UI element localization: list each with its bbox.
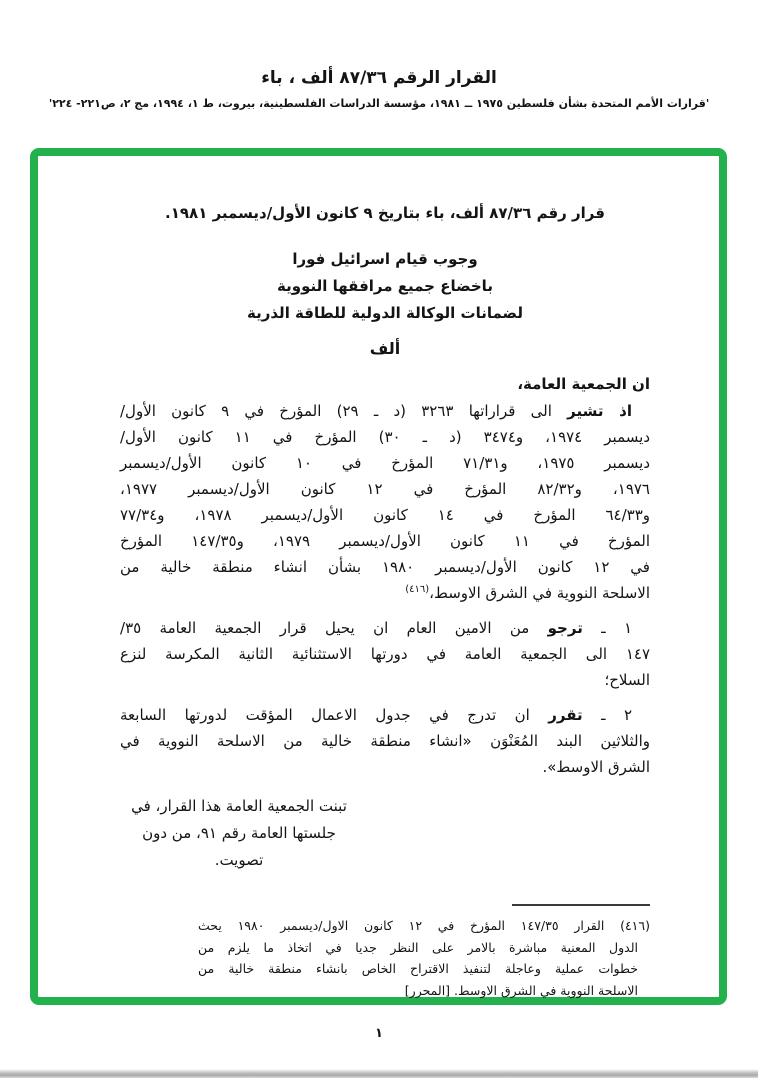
- section-letter: ألف: [369, 339, 401, 358]
- text-line: ٢ ـ تقرر ان تدرج في جدول الاعمال المؤقت لدورتها السابعة: [120, 706, 632, 724]
- text-line: السلاح؛: [604, 671, 650, 689]
- text-line: خطوات عملية وعاجلة لتنفيذ الاقتراح الخاص بانشاء منطقة خالية من: [198, 961, 638, 976]
- text-line: ١٤٧ الى الجمعية العامة في دورتها الاستثنائية الثانية المكرسة لنزع: [120, 645, 650, 663]
- preamble-last-text: الاسلحة النووية في الشرق الاوسط،: [429, 584, 650, 602]
- operative-paragraph-2: [120, 702, 650, 780]
- text-line: لضمانات الوكالة الدولية للطاقة الذرية: [247, 304, 523, 322]
- text-line: وجوب قيام اسرائيل فورا: [292, 250, 478, 268]
- text-line: و٦٤/٣٣ المؤرخ في ١٤ كانون الأول/ديسمبر ١٩٧٨، و٧٧/٣٤: [120, 506, 650, 524]
- text-line: ١٩٧٦، و٨٢/٣٢ المؤرخ في ١٢ كانون الأول/ديسمبر ١٩٧٧،: [120, 480, 650, 498]
- text-line: ديسمبر ١٩٧٤، و٣٤٧٤ (د ـ ٣٠) المؤرخ في ١١ كانون الأول/: [120, 428, 650, 446]
- text-line: تصويت.: [214, 851, 264, 869]
- text-line: والثلاثين البند المُعَنْوَن «انشاء منطقة خالية من الاسلحة النووية في: [120, 732, 650, 750]
- operative-paragraph-1: [120, 615, 650, 693]
- preamble-paragraph: [120, 398, 650, 580]
- footnote-text: [198, 915, 650, 1001]
- text-line: اذ تشير الى قراراتها ٣٢٦٣ (د ـ ٢٩) المؤرخ في ٩ كانون الأول/: [120, 402, 633, 420]
- preamble-opening: ان الجمعية العامة،: [517, 375, 650, 393]
- text-line: في ١٢ كانون الأول/ديسمبر ١٩٨٠ بشأن انشاء منطقة خالية من: [120, 558, 650, 576]
- text-line: الاسلحة النووية في الشرق الاوسط. [المحرر]: [404, 982, 638, 998]
- text-line: ١ ـ ترجو من الامين العام ان يحيل قرار الجمعية العامة ٣٥/: [120, 619, 633, 637]
- page-number: ١: [375, 1026, 383, 1041]
- preamble-last-line-wrap: [120, 580, 650, 606]
- text-line: تبنت الجمعية العامة هذا القرار، في: [131, 797, 347, 815]
- highlight-box: [30, 148, 727, 1005]
- text-line: باخضاع جميع مرافقها النووية: [277, 277, 493, 295]
- footnote-reference-marker: (٤١٦): [405, 584, 430, 595]
- text-line: (٤١٦) القرار ١٤٧/٣٥ المؤرخ في ١٢ كانون الاول/ديسمبر ١٩٨٠ يحث: [198, 918, 651, 933]
- resolution-title: قرار رقم ٨٧/٣٦ ألف، باء بتاريخ ٩ كانون الأول/ديسمبر ١٩٨١.: [165, 204, 605, 222]
- adoption-note: [120, 793, 358, 874]
- text-line: المؤرخ في ١١ كانون الأول/ديسمبر ١٩٧٩، و١٤٧/٣٥ المؤرخ: [120, 532, 651, 550]
- text-line: الشرق الاوسط».: [542, 758, 650, 776]
- footnote-block: [198, 904, 650, 1001]
- resolution-content: [38, 156, 719, 997]
- resolution-number-heading: القرار الرقم ٨٧/٣٦ ألف ، باء: [261, 68, 497, 88]
- preamble-last-line: [120, 580, 650, 606]
- resolution-subject: [120, 246, 650, 327]
- source-citation: 'قرارات الأمم المتحدة بشأن فلسطين ١٩٧٥ ــ ١٩٨١، مؤسسة الدراسات الفلسطينية، بيروت، ط ١، ١٩٩٤، مج ٢، ص٢٢١- ٢٢٤': [48, 97, 710, 110]
- document-header: [0, 68, 758, 110]
- page-edge-shadow: [0, 1069, 758, 1078]
- footnote-separator: [512, 904, 650, 906]
- text-line: جلستها العامة رقم ٩١، من دون: [142, 824, 336, 842]
- text-line: ديسمبر ١٩٧٥، و٧١/٣١ المؤرخ في ١٠ كانون الأول/ديسمبر: [120, 454, 650, 472]
- text-line: الدول المعنية مباشرة بالامر على النظر جديا في اتخاذ ما يلزم من: [198, 939, 638, 955]
